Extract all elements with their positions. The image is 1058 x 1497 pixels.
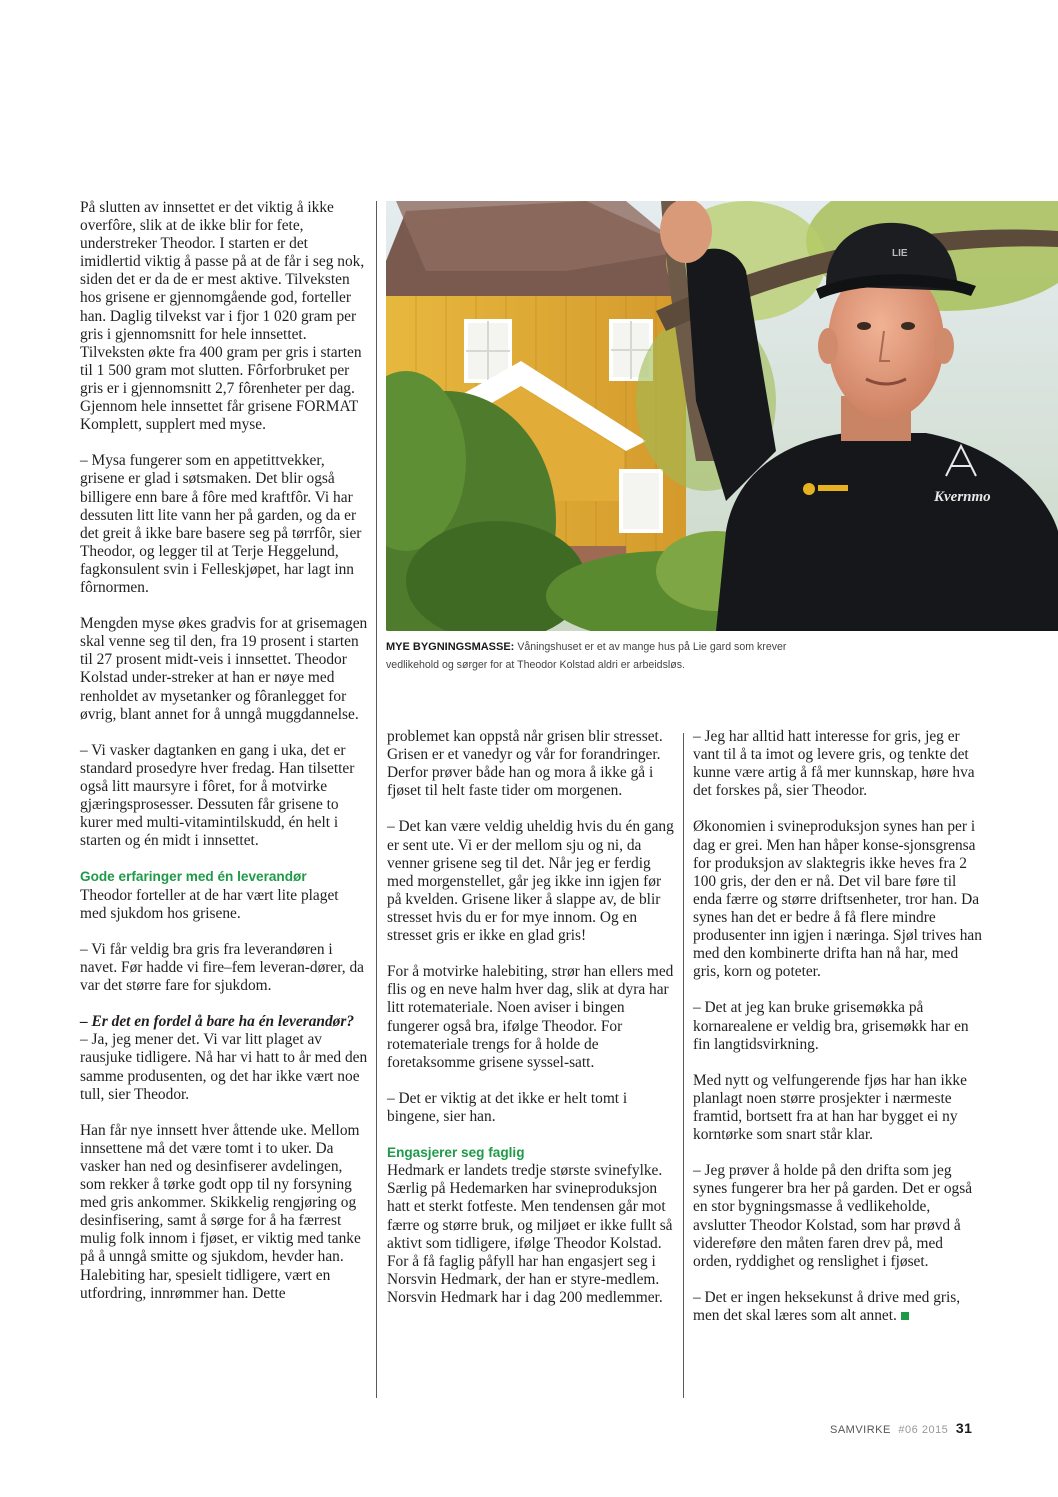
paragraph: – Det kan være veldig uheldig hvis du én gang er sent ute. Vi er der mellom sju og ni, da venner grisene seg til det. Når jeg er ferdig med morgenstellet, går jeg ikke inn igjen før på kvelden. Grisene liker å slappe av, de blir stresset hvis du er for mye innom. Og en stresset gris er ikke en glad gris! bbox=[387, 818, 674, 945]
paragraph: Økonomien i svineproduksjon synes han per i dag er grei. Men han håper konse-sjonsgrensa for produksjon av slaktegris ikke heves fra 2 100 gris, der den er nå. Det vil bare føre til enda færre og større driftsenheter, tror han. Da synes han det er bedre å få flere mindre produsenter inn igjen i næringa. Sjøl trives han med den kombinerte drifta han nå har, med gris, korn og poteter. bbox=[693, 818, 982, 981]
interview-question: – Er det en fordel å bare ha én leverandør? bbox=[80, 1013, 355, 1031]
photo-caption bbox=[386, 638, 816, 674]
paragraph-final bbox=[693, 1289, 983, 1325]
cap-text: LIE bbox=[892, 248, 908, 259]
page-number: 31 bbox=[955, 1420, 973, 1436]
caption-title: MYE BYGNINGSMASSE: bbox=[386, 641, 515, 653]
paragraph-text: Hedmark er landets tredje største svinefylke. Særlig på Hedemarken har svineproduksjon hatt et sterkt fotfeste. Men tendensen går mot færre og større bruk, og miljøet er ikke fullt så aktivt som tidligere, ifølge Theodor Kolstad. For å få faglig påfyll har han engasjert seg i Norsvin Hedmark, der han er styre-medlem. Norsvin Hedmark har i dag 200 medlemmer. bbox=[387, 1162, 673, 1306]
column-divider bbox=[376, 201, 377, 1398]
paragraph: – Mysa fungerer som en appetittvekker, grisene er glad i søtsmaken. Det blir også billigere enn bare å fôre med kraftfôr. Vi har dessuten litt lite vann her på garden, og da er det greit å ikke bare basere seg på tørrfôr, sier Theodor, og legger til at Terje Heggelund, fagkonsulent svin i Felleskjøpet, har lagt inn fôrnormen. bbox=[80, 452, 362, 596]
interview-answer: – Ja, jeg mener det. Vi var litt plaget av rausjuke tidligere. Nå har vi hatt to år med den samme produsenten, og det har ikke vært noe tull, sier Theodor. bbox=[80, 1031, 368, 1103]
paragraph: – Jeg har alltid hatt interesse for gris, jeg er vant til å ta imot og levere gris, og tenkte det kunne være artig å få mer kunnskap, høre hva det forskes på, sier Theodor. bbox=[693, 728, 975, 800]
paragraph: På slutten av innsettet er det viktig å ikke overfôre, slik at de ikke blir for fete, understreker Theodor. I starten er det imidlertid viktig å passe på at de får i seg nok, siden det er da de er mest aktive. Tilveksten hos grisene er gjennomgående god, forteller han. Daglig tilvekst var i fjor 1 020 gram per gris i gjennomsnitt for hele innsettet. Tilveksten økte fra 400 gram per gris i starten til 1 500 gram mot slutten. Fôrforbruket per gris er i gjennomsnitt 2,7 fôrenheter per dag. Gjennom hele innsettet får grisene FORMAT Komplett, supplert med myse. bbox=[80, 199, 365, 434]
paragraph: – Jeg prøver å holde på den drifta som jeg synes fungerer bra her på garden. Det er også en stor bygningsmasse å vedlikeholde, avslutter Theodor Kolstad, som har prøvd å videreføre den måten faren drev på, med orden, ryddighet og renslighet i fjøset. bbox=[693, 1162, 973, 1270]
paragraph-text: Theodor forteller at de har vært lite plaget med sjukdom hos grisene. bbox=[80, 886, 339, 922]
column-divider bbox=[683, 733, 684, 1398]
qa-block bbox=[80, 1013, 368, 1103]
paragraph-text: – Det er ingen heksekunst å drive med gris, men det skal læres som alt annet. bbox=[693, 1288, 961, 1324]
section-block bbox=[387, 1144, 675, 1307]
paragraph: problemet kan oppstå når grisen blir stresset. Grisen er et vanedyr og vår for forandringer. Derfor prøver både han og mora å ikke gå i fjøset til helt faste tider om morgenen. bbox=[387, 728, 663, 800]
section-block bbox=[80, 868, 368, 922]
jacket-brand: Kvernmo bbox=[934, 489, 991, 505]
paragraph: – Det at jeg kan bruke grisemøkka på kornarealene er veldig bra, grisemøkk har en fin langtidsvirkning. bbox=[693, 999, 969, 1053]
article-column-1 bbox=[80, 199, 368, 1303]
caption-text: Våningshuset er et av mange hus på Lie gard som krever vedlikehold og sørger for at Theodor Kolstad aldri er arbeidsløs. bbox=[386, 641, 787, 671]
paragraph: – Vi vasker dagtanken en gang i uka, det er standard prosedyre hver fredag. Han tilsetter også litt maursyre i fôret, for å motvirke gjæringsprosesser. Dessuten får grisene to kurer med multi-vitamintilskudd, én helt i starten og én midt i innsettet. bbox=[80, 741, 355, 850]
paragraph: Han får nye innsett hver åttende uke. Mellom innsettene må det være tomt i to uker. Da vasker han ned og desinfiserer avdelingen, som rekker å tørke godt opp til ny forsyning med gris ankommer. Skikkelig rengjøring og desinfisering, samt å sørge for å ha færrest mulig folk innom i fjøset, er viktig med tanke på å unngå smitte og sjukdom, hevder han. Halebiting har, spesielt tidligere, vært en utfordring, innrømmer han. Dette bbox=[80, 1121, 361, 1302]
issue-number: #06 2015 bbox=[898, 1424, 949, 1436]
magazine-name: SAMVIRKE bbox=[830, 1424, 891, 1436]
article-column-3 bbox=[693, 728, 983, 1325]
subheading: Gode erfaringer med én leverandør bbox=[80, 869, 307, 885]
subheading: Engasjerer seg faglig bbox=[387, 1145, 525, 1161]
article-column-2 bbox=[387, 728, 675, 1307]
paragraph: For å motvirke halebiting, strør han ellers med flis og en neve halm hver dag, slik at dyra har litt rotemateriale. Noen aviser i bingen fungerer også bra, ifølge Theodor. For rotemateriale trengs for å holde de foretaksomme grisene syssel-satt. bbox=[387, 963, 674, 1071]
end-mark-icon bbox=[901, 1312, 909, 1320]
paragraph: Med nytt og velfungerende fjøs har han ikke planlagt noen større prosjekter i nærmeste framtid, bortsett fra at han har bygget ei ny korntørke som snart står klar. bbox=[693, 1071, 967, 1144]
paragraph: – Vi får veldig bra gris fra leverandøren i navet. Før hadde vi fire–fem leveran-dører, da var det større fare for sjukdom. bbox=[80, 940, 364, 995]
article-photo bbox=[386, 201, 1058, 631]
paragraph: – Det er viktig at det ikke er helt tomt i bingene, sier han. bbox=[387, 1089, 628, 1125]
paragraph: Mengden myse økes gradvis for at grisemagen skal venne seg til den, fra 19 prosent i starten til 27 prosent midt-veis i innsettet. Theodor Kolstad under-streker at han er nøye med renholdet av mysetanker og fôranlegget for øvrig, blant annet for å unngå muggdannelse. bbox=[80, 615, 368, 723]
page-footer bbox=[830, 1420, 972, 1436]
